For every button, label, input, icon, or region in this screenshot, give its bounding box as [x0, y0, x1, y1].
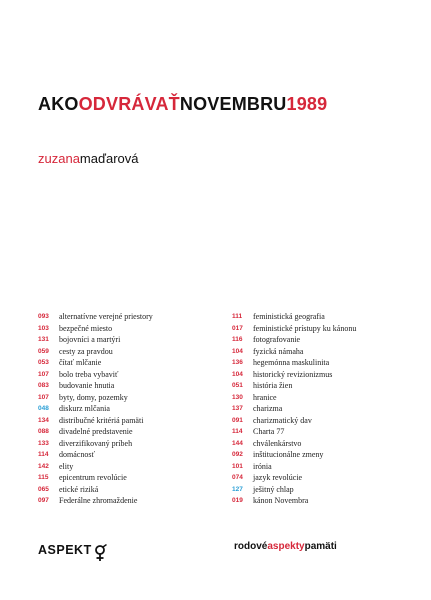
book-title — [38, 94, 327, 115]
index-page-number: 065 — [38, 485, 49, 493]
title-part-odvravat: ODVRÁVAŤ — [78, 94, 180, 114]
index-term: fyzická námaha — [253, 346, 304, 356]
index-entry — [38, 392, 233, 404]
index-term: Federálne zhromaždenie — [59, 496, 138, 506]
index-right-column — [232, 311, 427, 507]
index-page-number: 074 — [232, 474, 243, 482]
index-term: irónia — [253, 461, 272, 471]
index-page-number: 104 — [232, 347, 243, 355]
index-term: byty, domy, pozemky — [59, 392, 128, 402]
index-page-number: 114 — [232, 428, 243, 436]
index-term: Charta 77 — [253, 427, 285, 437]
index-entry — [38, 449, 233, 461]
title-part-novembru: NOVEMBRU — [179, 94, 287, 114]
title-part-ako: AKO — [38, 94, 79, 114]
index-page-number: 133 — [38, 439, 49, 447]
index-page-number: 137 — [232, 405, 243, 413]
index-page-number: 101 — [232, 462, 243, 470]
index-page-number: 017 — [232, 324, 243, 332]
gender-symbol-icon — [94, 544, 108, 562]
index-page-number: 131 — [38, 336, 49, 344]
index-entry — [38, 346, 233, 358]
index-term: čítať mlčanie — [59, 358, 102, 368]
index-term: diskurz mlčania — [59, 404, 110, 414]
index-term: etické riziká — [59, 484, 99, 494]
index-entry — [232, 438, 427, 450]
publisher-logo — [38, 538, 108, 562]
index-entry — [232, 334, 427, 346]
index-entry — [232, 449, 427, 461]
index-entry — [232, 357, 427, 369]
index-term: bezpečné miesto — [59, 323, 113, 333]
index-entry — [232, 484, 427, 496]
index-entry — [232, 369, 427, 381]
index-entry — [232, 461, 427, 473]
index-term: feministická geografia — [253, 312, 325, 322]
index-page-number: 088 — [38, 428, 49, 436]
series-logo — [234, 541, 337, 552]
index-page-number: 111 — [232, 313, 243, 321]
series-part-pamati: pamäti — [304, 541, 337, 552]
index-entry — [38, 495, 233, 507]
index-term: bolo treba vybaviť — [59, 369, 119, 379]
index-entry — [38, 357, 233, 369]
series-part-rodove: rodové — [234, 541, 268, 552]
index-left-column — [38, 311, 233, 507]
index-term: bojovníci a martýri — [59, 335, 121, 345]
index-term: inštitucionálne zmeny — [253, 450, 324, 460]
index-entry — [232, 415, 427, 427]
index-term: feministické prístupy ku kánonu — [253, 323, 357, 333]
index-entry — [232, 380, 427, 392]
index-term: história žien — [253, 381, 293, 391]
index-page-number: 136 — [232, 359, 243, 367]
index-page-number: 051 — [232, 382, 243, 390]
index-term: charizma — [253, 404, 283, 414]
index-page-number: 059 — [38, 347, 49, 355]
index-page-number: 144 — [232, 439, 243, 447]
index-entry — [232, 311, 427, 323]
index-page-number: 083 — [38, 382, 49, 390]
index-page-number: 103 — [38, 324, 49, 332]
index-entry — [38, 472, 233, 484]
index-entry — [232, 426, 427, 438]
author-last-name: maďarová — [79, 151, 139, 166]
index-page-number: 142 — [38, 462, 49, 470]
index-entry — [232, 392, 427, 404]
index-page-number: 104 — [232, 370, 243, 378]
index-page-number: 092 — [232, 451, 243, 459]
index-entry — [232, 403, 427, 415]
index-term: epicentrum revolúcie — [59, 473, 127, 483]
index-entry — [38, 369, 233, 381]
index-page-number: 091 — [232, 416, 243, 424]
index-entry — [38, 323, 233, 335]
index-page-number: 116 — [232, 336, 243, 344]
index-term: jazyk revolúcie — [253, 473, 303, 483]
index-entry — [38, 426, 233, 438]
publisher-name: ASPEKT — [38, 543, 92, 557]
index-term: hegemónna maskulinita — [253, 358, 330, 368]
index-page-number: 134 — [38, 416, 49, 424]
index-term: hranice — [253, 392, 277, 402]
author-name — [38, 151, 139, 166]
index-term: domácnosť — [59, 450, 95, 460]
index-entry — [38, 415, 233, 427]
index-term: distribučné kritériá pamäti — [59, 415, 144, 425]
index-term: charizmatický dav — [253, 415, 312, 425]
index-entry — [38, 334, 233, 346]
index-entry — [38, 311, 233, 323]
index-page-number: 130 — [232, 393, 243, 401]
index-term: budovanie hnutia — [59, 381, 115, 391]
author-first-name: zuzana — [38, 151, 80, 166]
index-page-number: 097 — [38, 497, 49, 505]
index-term: divadelné predstavenie — [59, 427, 133, 437]
index-term: elity — [59, 461, 74, 471]
index-term: ješitný chlap — [253, 484, 294, 494]
index-page-number: 093 — [38, 313, 49, 321]
index-entry — [38, 403, 233, 415]
title-part-year: 1989 — [286, 94, 328, 114]
index-page-number: 019 — [232, 497, 243, 505]
index-term: cesty za pravdou — [59, 346, 113, 356]
index-term: kánon Novembra — [253, 496, 309, 506]
index-page-number: 114 — [38, 451, 49, 459]
index-page-number: 053 — [38, 359, 49, 367]
index-page-number: 115 — [38, 474, 49, 482]
index-entry — [232, 323, 427, 335]
index-entry — [38, 484, 233, 496]
index-page-number: 127 — [232, 485, 243, 493]
index-entry — [232, 472, 427, 484]
index-entry — [38, 461, 233, 473]
index-entry — [232, 346, 427, 358]
index-page-number: 107 — [38, 393, 49, 401]
index-term: historický revizionizmus — [253, 369, 333, 379]
index-entry — [232, 495, 427, 507]
index-entry — [38, 380, 233, 392]
index-term: fotografovanie — [253, 335, 301, 345]
series-part-aspekty: aspekty — [267, 541, 305, 552]
index-page-number: 107 — [38, 370, 49, 378]
index-entry — [38, 438, 233, 450]
index-term: diverzifikovaný príbeh — [59, 438, 133, 448]
index-term: chválenkárstvo — [253, 438, 302, 448]
index-page-number: 048 — [38, 405, 49, 413]
index-term: alternatívne verejné priestory — [59, 312, 153, 322]
